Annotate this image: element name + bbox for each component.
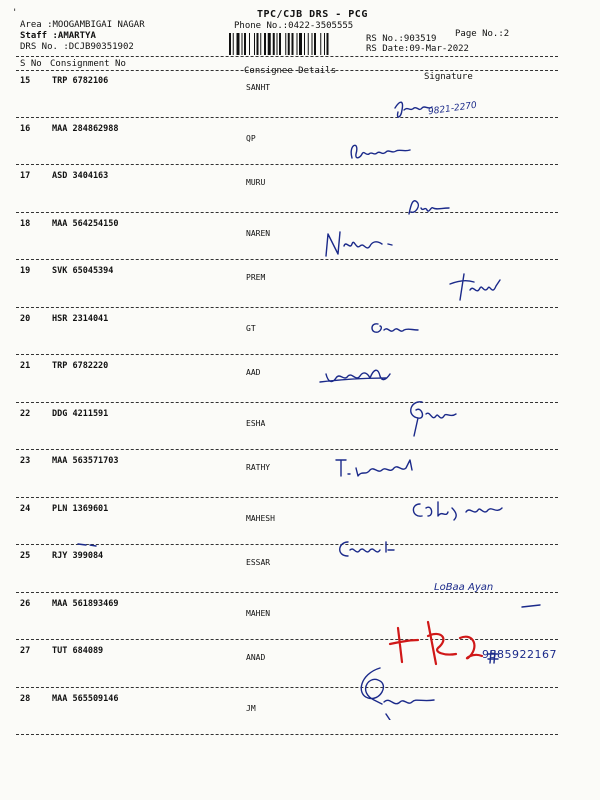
row-consignment-number: RJY 399084 (52, 551, 104, 561)
header-divider (16, 56, 558, 57)
row-consignment-number: PLN 1369601 (52, 503, 109, 514)
barcode-bar (254, 33, 255, 55)
barcode-bar (299, 33, 302, 55)
barcode-bar (244, 33, 246, 55)
row-consignment-number: MAA 561893469 (52, 598, 119, 609)
row-consignment-number: ASD 3404163 (52, 171, 109, 181)
signature-row-22 (400, 396, 470, 440)
row-serial-number: 20 (20, 313, 31, 324)
row-divider (16, 164, 558, 165)
barcode (229, 33, 359, 55)
barcode-bar (260, 33, 261, 55)
row-consignment-number: TUT 684089 (52, 646, 104, 656)
row-consignment-number: MAA 284862988 (52, 123, 119, 134)
row-serial-number: 28 (20, 693, 31, 704)
signature-row-24 (408, 496, 518, 524)
row-consignee-name: ESSAR (246, 558, 271, 567)
signature-row-23 (332, 456, 432, 480)
row-consignee-name: GT (246, 323, 256, 333)
row-serial-number: 17 (20, 171, 31, 181)
barcode-bar (268, 33, 271, 55)
row-consignee-name: PREM (246, 273, 266, 282)
col-header-consignee: Consignee Details (244, 66, 337, 76)
rs-number: RS No.:903519 (366, 34, 437, 44)
row-serial-number: 26 (20, 598, 31, 609)
signature-row-25 (334, 538, 404, 562)
rs-date: RS Date:09-Mar-2022 (366, 44, 469, 54)
barcode-bar (324, 33, 325, 55)
row-consignment-number: MAA 563571703 (52, 456, 119, 466)
barcode-bar (237, 33, 240, 55)
barcode-bar (308, 33, 309, 55)
handwritten-note-row-26: LoBaa Ayan (434, 582, 494, 593)
phone-number: Phone No.:0422-3505555 (234, 21, 354, 31)
barcode-bar (292, 33, 294, 55)
row-serial-number: 21 (20, 361, 31, 371)
col-header-consignment: Consignment No (50, 59, 126, 69)
row-consignee-name: MURU (246, 178, 266, 187)
document-title: TPC/CJB DRS - PCG (257, 9, 368, 20)
barcode-bar (249, 33, 250, 55)
row-consignee-name: QP (246, 133, 256, 143)
row-consignment-number: MAA 564254150 (52, 218, 119, 229)
row-divider (16, 687, 558, 688)
barcode-bar (320, 33, 321, 55)
row-serial-number: 23 (20, 456, 31, 466)
drs-number: DRS No. :DCJB90351902 (20, 42, 134, 52)
barcode-bar (285, 33, 286, 55)
col-header-sno: S No (20, 59, 42, 69)
signature-row-16 (346, 138, 416, 166)
row-consignee-name: ESHA (246, 418, 266, 428)
barcode-bar (277, 33, 278, 55)
row-divider (16, 259, 558, 260)
signature-row-18 (405, 196, 465, 218)
barcode-bar (297, 33, 298, 55)
col-header-signature: Signature (424, 72, 473, 82)
barcode-bar (314, 33, 316, 55)
row-divider (16, 307, 558, 308)
barcode-bar (288, 33, 290, 55)
barcode-bar (242, 33, 243, 55)
area-label: Area :MOOGAMBIGAI NAGAR (20, 20, 145, 30)
row-consignee-name: ANAD (246, 653, 266, 662)
signature-row-20 (368, 318, 424, 338)
signature-row-18-secondary (320, 228, 400, 258)
signature-row-21 (316, 364, 406, 390)
row-serial-number: 22 (20, 408, 31, 419)
row-consignee-name: NAREN (246, 228, 271, 238)
handwritten-note-row-15: 9821-2270 (427, 100, 478, 118)
row-divider (16, 117, 558, 118)
row-serial-number: 18 (20, 218, 31, 229)
row-consignee-name: SANHT (246, 83, 271, 92)
row-consignee-name: JM (246, 703, 256, 713)
row-serial-number: 25 (20, 551, 31, 561)
signature-row-27 (388, 618, 488, 668)
row-divider (16, 734, 558, 735)
barcode-bar (229, 33, 231, 55)
row-consignment-number: HSR 2314041 (52, 313, 109, 324)
row-consignee-name: MAHEN (246, 608, 271, 618)
signature-row-19 (440, 270, 510, 306)
mark-row-26 (520, 602, 544, 610)
row-divider (16, 354, 558, 355)
row-divider (16, 212, 558, 213)
barcode-bar (257, 33, 259, 55)
row-serial-number: 19 (20, 266, 31, 276)
staff-label: Staff :AMARTYA (20, 31, 96, 41)
barcode-bar (304, 33, 305, 55)
row-consignment-number: TRP 6782220 (52, 361, 109, 371)
row-consignee-name: MAHESH (246, 513, 275, 523)
barcode-bar (233, 33, 234, 55)
mark-row-25 (76, 540, 100, 550)
row-consignment-number: DDG 4211591 (52, 408, 109, 419)
row-consignee-name: RATHY (246, 463, 271, 472)
barcode-bar (264, 33, 266, 55)
barcode-bar (312, 33, 313, 55)
row-serial-number: 15 (20, 76, 31, 86)
corner-mark: ' (12, 8, 18, 18)
row-consignment-number: SVK 65045394 (52, 266, 114, 276)
barcode-bar (273, 33, 275, 55)
barcode-bar (279, 33, 281, 55)
row-serial-number: 16 (20, 123, 31, 134)
barcode-bar (327, 33, 329, 55)
row-divider (16, 449, 558, 450)
row-serial-number: 24 (20, 503, 31, 514)
signature-row-28 (350, 664, 440, 720)
row-consignment-number: TRP 6782106 (52, 76, 109, 86)
row-consignment-number: MAA 565509146 (52, 693, 119, 704)
row-serial-number: 27 (20, 646, 31, 656)
handwritten-phone-row-27: 9585922167 (482, 648, 557, 661)
page-number: Page No.:2 (455, 29, 510, 39)
row-divider (16, 402, 558, 403)
column-header-divider (16, 70, 558, 71)
phone-prefix-mark (486, 650, 500, 664)
row-consignee-name: AAD (246, 368, 261, 377)
